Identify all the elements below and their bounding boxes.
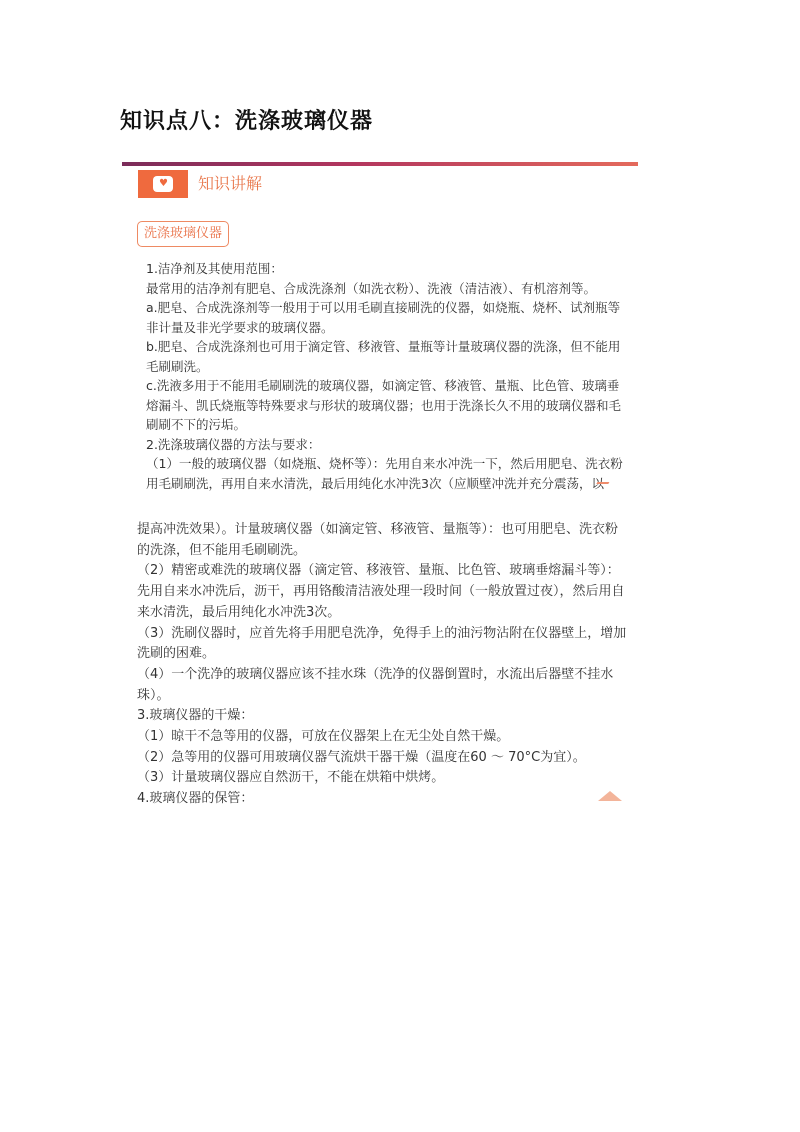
- paragraph: c.洗液多用于不能用毛刷刷洗的玻璃仪器，如滴定管、移液管、量瓶、比色管、玻璃垂熔漏斗、凯氏烧瓶等特殊要求与形状的玻璃仪器；也用于洗涤长久不用的玻璃仪器和毛刷刷不下的污垢。: [146, 378, 622, 432]
- paragraph: a.肥皂、合成洗涤剂等一般用于可以用毛刷直接刷洗的仪器，如烧瓶、烧杯、试剂瓶等非计量及非光学要求的玻璃仪器。: [146, 300, 621, 335]
- paragraph: 3.玻璃仪器的干燥：: [137, 708, 254, 724]
- heart-badge-icon: ♥: [138, 170, 188, 198]
- section-header-title: 知识讲解: [198, 174, 263, 193]
- page-title: 知识点八：洗涤玻璃仪器: [120, 108, 374, 134]
- content-block-2: [137, 520, 629, 810]
- scroll-top-icon[interactable]: [598, 791, 622, 801]
- content-block-1: [146, 259, 624, 493]
- paragraph: 4.玻璃仪器的保管：: [137, 791, 254, 807]
- paragraph: 1.洁净剂及其使用范围：: [146, 261, 283, 276]
- paragraph: （2）精密或难洗的玻璃仪器（滴定管、移液管、量瓶、比色管、玻璃垂熔漏斗等）：先用自来水冲洗后，沥干，再用铬酸清洁液处理一段时间（一般放置过夜），然后用自来水清洗，最后用纯化水冲洗3次。: [137, 563, 625, 620]
- paragraph: （3）计量玻璃仪器应自然沥干，不能在烘箱中烘烤。: [137, 770, 445, 786]
- paragraph: 提高冲洗效果）。计量玻璃仪器（如滴定管、移液管、量瓶等）：也可用肥皂、洗衣粉的洗涤，但不能用毛刷刷洗。: [137, 522, 619, 558]
- section-tab: 洗涤玻璃仪器: [137, 221, 229, 247]
- paragraph: （1）晾干不急等用的仪器，可放在仪器架上在无尘处自然干燥。: [137, 729, 510, 745]
- header-gradient-bar: [122, 162, 638, 166]
- paragraph: 2.洗涤玻璃仪器的方法与要求：: [146, 436, 321, 452]
- paragraph: （1）一般的玻璃仪器（如烧瓶、烧杯等）：先用自来水冲洗一下，然后用肥皂、洗衣粉用毛刷刷洗，再用自来水清洗，最后用纯化水冲洗3次（应顺壁冲洗并充分震荡，以: [146, 456, 623, 491]
- paragraph: （4）一个洗净的玻璃仪器应该不挂水珠（洗净的仪器倒置时，水流出后器壁不挂水珠）。: [137, 666, 614, 703]
- paragraph: （3）洗刷仪器时，应首先将手用肥皂洗净，免得手上的油污物沾附在仪器壁上，增加洗刷的困难。: [137, 625, 627, 662]
- paragraph: b.肥皂、合成洗涤剂也可用于滴定管、移液管、量瓶等计量玻璃仪器的洗涤，但不能用毛刷刷洗。: [146, 339, 621, 374]
- paragraph: 最常用的洁净剂有肥皂、合成洗涤剂（如洗衣粉）、洗液（清洁液）、有机溶剂等。: [146, 280, 597, 296]
- paragraph: （2）急等用的仪器可用玻璃仪器气流烘干器干燥（温度在60 ～ 70°C为宜）。: [137, 749, 586, 765]
